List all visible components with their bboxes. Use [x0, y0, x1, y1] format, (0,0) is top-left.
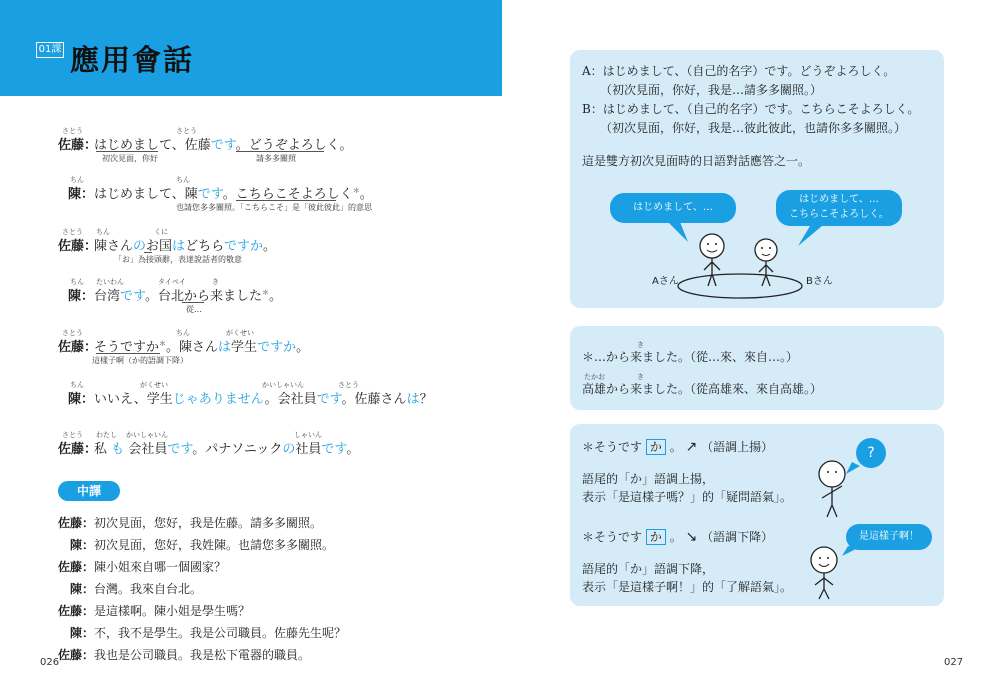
- box-text: 這是雙方初次見面時的日語對話應答之一。: [582, 154, 811, 168]
- ruby: き: [637, 341, 644, 349]
- ruby: しゃいん: [294, 431, 322, 439]
- ruby: タイペイ: [158, 278, 186, 286]
- box-text: 語尾的「か」語調上揚，: [582, 472, 715, 486]
- dialogue-line-4: 陳：台湾です。台北から来ました＊。: [58, 285, 282, 304]
- kara-kimashita-box: [570, 326, 944, 410]
- character-label-b: Bさん: [806, 276, 833, 287]
- dialogue-line-6: 陳：いいえ、学生じゃありません。会社員です。佐藤さんは？: [58, 388, 433, 407]
- dialogue-line-3: 佐藤：陳さんのお国はどちらですか。: [58, 235, 276, 254]
- underline: [236, 151, 324, 152]
- underline: [236, 200, 336, 201]
- box-text: A：はじめまして、（自己的名字）です。どうぞよろしく。: [582, 64, 896, 78]
- translation-line: 佐藤：我也是公司職員。我是松下電器的職員。: [58, 648, 311, 662]
- ruby: がくせい: [226, 329, 254, 337]
- note: 請多多關照: [256, 154, 296, 163]
- box-text: 表示「是這樣子嗎？」的「疑問語氣」。: [582, 490, 793, 504]
- ruby: かいしゃいん: [126, 431, 168, 439]
- ruby: わたし: [96, 431, 117, 439]
- speaker: 陳：: [67, 289, 94, 304]
- character-illustration: [570, 424, 944, 606]
- ruby: さとう: [62, 228, 83, 236]
- ruby: さとう: [176, 127, 197, 135]
- note: 這樣子啊（か的語調下降）: [92, 356, 188, 365]
- note: 從…: [186, 305, 202, 314]
- translation-line: 陳：初次見面，您好，我姓陳。也請您多多關照。: [69, 538, 335, 552]
- box-text: 表示「是這樣子啊！」的「了解語氣」。: [582, 580, 793, 594]
- answer-bubble: 是這樣子啊！: [846, 524, 932, 550]
- ruby: き: [212, 278, 219, 286]
- ruby: き: [637, 373, 644, 381]
- box-text: 語尾的「か」語調下降，: [582, 562, 715, 576]
- question-bubble: ?: [856, 438, 886, 468]
- ruby: ちん: [70, 176, 84, 184]
- translation-line: 佐藤：陳小姐來自哪一個國家？: [58, 560, 227, 574]
- lesson-number-badge: 01課: [36, 42, 64, 58]
- page-number-right: 027: [944, 657, 964, 668]
- speaker: 陳：: [67, 187, 94, 202]
- ruby: ちん: [176, 329, 190, 337]
- note: 也請您多多關照。「こちらこそ」是「彼此彼此」的意思: [176, 203, 372, 212]
- underline: [144, 252, 152, 253]
- translation-line: 佐藤：初次見面，您好，我是佐藤。請多多關照。: [58, 516, 323, 530]
- ruby: たいわん: [96, 278, 124, 286]
- box-text: （初次見面，你好，我是…請多多關照。）: [600, 83, 823, 97]
- ruby: さとう: [62, 329, 83, 337]
- ruby: さとう: [338, 381, 359, 389]
- box-text: ＊…から来ました。（從…來、來自…。）: [582, 350, 799, 364]
- arrow-up-icon: ↗: [685, 439, 698, 455]
- ruby: たかお: [584, 373, 605, 381]
- rising-example: ＊そうです か 。 ↗ （語調上揚）: [582, 439, 774, 455]
- ruby: がくせい: [140, 381, 168, 389]
- box-text: B：はじめまして、（自己的名字）です。こちらこそよろしく。: [582, 102, 920, 116]
- ruby: かいしゃいん: [262, 381, 304, 389]
- underline: [182, 302, 204, 303]
- note: 初次見面，你好: [102, 154, 158, 163]
- dialogue-line-5: 佐藤：そうですか＊。陳さんは学生ですか。: [58, 336, 309, 355]
- ruby: さとう: [62, 127, 83, 135]
- speaker: 佐藤：: [58, 442, 98, 457]
- speaker: 佐藤：: [58, 138, 98, 153]
- intonation-box: [570, 424, 944, 606]
- ruby: さとう: [62, 431, 83, 439]
- translation-label: 中譯: [58, 481, 120, 501]
- page-title: 應用會話: [70, 43, 195, 77]
- ruby: ちん: [70, 381, 84, 389]
- box-text: （初次見面，你好，我是…彼此彼此，也請你多多關照。）: [600, 121, 907, 135]
- ruby: ちん: [176, 176, 190, 184]
- falling-example: ＊そうです か 。 ↘ （語調下降）: [582, 529, 774, 545]
- dialogue-line-1: 佐藤：はじめまして、佐藤です。どうぞよろしく。: [58, 134, 352, 153]
- note: 「お」為接頭辭，表達說話者的敬意: [114, 255, 242, 264]
- intro-dialogue-box: [570, 50, 944, 308]
- ruby: ちん: [70, 278, 84, 286]
- translation-line: 佐藤：是這樣啊。陳小姐是學生嗎？: [58, 604, 251, 618]
- dialogue-line-7: 佐藤：私 も 会社員です。パナソニックの社員です。: [58, 438, 359, 457]
- speech-bubble-b: はじめまして、… こちらこそよろしく。: [776, 190, 902, 226]
- arrow-down-icon: ↘: [685, 529, 698, 545]
- dialogue-line-2: 陳：はじめまして、陳です。こちらこそよろしく＊。: [58, 183, 373, 202]
- speech-bubble-a: はじめまして、…: [610, 193, 736, 223]
- speaker: 佐藤：: [58, 340, 98, 355]
- underline: [96, 353, 160, 354]
- page-number-left: 026: [40, 657, 60, 668]
- speaker: 陳：: [67, 392, 94, 407]
- translation-line: 陳：台灣。我來自台北。: [69, 582, 203, 596]
- speaker: 佐藤：: [58, 239, 98, 254]
- ruby: ちん: [96, 228, 110, 236]
- box-text: 高雄から来ました。（從高雄來、來自高雄。）: [582, 382, 823, 396]
- ruby: くに: [154, 228, 168, 236]
- characters-illustration: [570, 50, 944, 308]
- character-label-a: Aさん: [652, 276, 679, 287]
- underline: [96, 151, 158, 152]
- translation-line: 陳：不，我不是學生。我是公司職員。佐藤先生呢？: [69, 626, 347, 640]
